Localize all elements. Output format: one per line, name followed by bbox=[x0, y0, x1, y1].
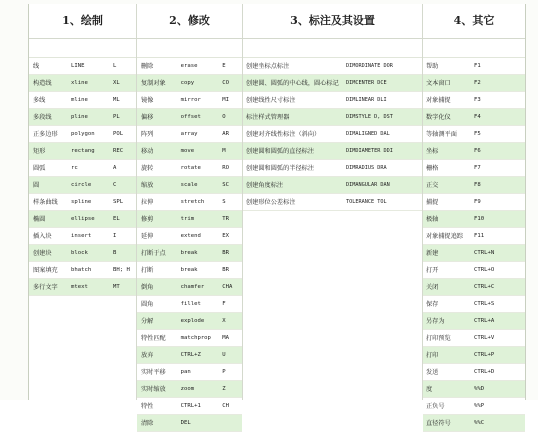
cmd-name: 对象捕捉 bbox=[426, 97, 451, 104]
cmd-name: 创建角度标注 bbox=[246, 182, 284, 189]
cmd-command: F4 bbox=[474, 114, 481, 120]
column-title: 4、其它 bbox=[423, 4, 525, 39]
cmd-command: bhatch bbox=[71, 267, 92, 273]
cmd-name: 移动 bbox=[141, 148, 154, 155]
cmd-name: 延伸 bbox=[141, 233, 154, 240]
cmd-command: rc bbox=[71, 165, 78, 171]
table-row bbox=[423, 109, 525, 126]
cmd-command: explode bbox=[180, 318, 205, 324]
cmd-alias: B bbox=[113, 250, 117, 256]
cmd-alias: MI bbox=[222, 97, 229, 103]
cmd-command: chamfer bbox=[180, 284, 205, 290]
spacer-row bbox=[243, 39, 422, 58]
cmd-alias: EX bbox=[222, 233, 229, 239]
table-row bbox=[137, 364, 242, 381]
table-row bbox=[29, 75, 136, 92]
cmd-command: copy bbox=[180, 80, 195, 86]
cmd-name: 创建坐标点标注 bbox=[246, 63, 290, 70]
cmd-command: erase bbox=[180, 63, 198, 69]
cmd-name: 实时缩放 bbox=[141, 386, 166, 393]
table-row bbox=[243, 160, 422, 177]
cmd-command: %%D bbox=[474, 386, 485, 392]
cmd-name: 旋转 bbox=[141, 165, 154, 172]
table-row bbox=[137, 245, 242, 262]
cmd-name: 创建圆和圆弧的直径标注 bbox=[246, 148, 315, 155]
cmd-name: 另存为 bbox=[426, 318, 445, 325]
column-title: 1、绘制 bbox=[29, 4, 136, 39]
cmd-command: xline bbox=[71, 80, 88, 86]
table-row bbox=[137, 228, 242, 245]
cmd-name: 打印 bbox=[426, 352, 439, 359]
cmd-command: insert bbox=[71, 233, 92, 239]
table-row bbox=[423, 398, 525, 415]
cmd-name: 度 bbox=[426, 386, 433, 393]
cmd-command: DIMCENTER DCE bbox=[346, 80, 387, 86]
cmd-name: 正多边形 bbox=[33, 131, 58, 138]
cmd-name: 特性 bbox=[141, 403, 154, 410]
cmd-alias bbox=[222, 415, 242, 431]
cmd-alias: U bbox=[222, 352, 226, 358]
cmd-command: CTRL+Z bbox=[180, 352, 201, 358]
cmd-name: 线 bbox=[33, 63, 40, 70]
cmd-name: 构造线 bbox=[33, 80, 52, 87]
cmd-name: 正负号 bbox=[426, 403, 445, 410]
table-row bbox=[29, 92, 136, 109]
cmd-name: 椭圆 bbox=[33, 216, 46, 223]
table-row bbox=[423, 126, 525, 143]
cmd-name: 创建圆、圆弧的中心线，圆心标记 bbox=[246, 80, 339, 87]
cmd-alias: EL bbox=[113, 216, 120, 222]
table-row bbox=[423, 75, 525, 92]
table-row bbox=[29, 211, 136, 228]
cmd-command: %%C bbox=[474, 420, 485, 426]
cmd-alias: POL bbox=[113, 131, 124, 137]
cmd-alias: P bbox=[222, 369, 226, 375]
cmd-command: polygon bbox=[71, 131, 95, 137]
cmd-name: 实时平移 bbox=[141, 369, 166, 376]
column-modify bbox=[137, 4, 243, 427]
cmd-name: 打开 bbox=[426, 267, 439, 274]
cmd-name: 特性匹配 bbox=[141, 335, 166, 342]
table-row bbox=[423, 160, 525, 177]
table-row bbox=[137, 109, 242, 126]
cmd-alias: PL bbox=[113, 114, 120, 120]
cmd-command: DEL bbox=[180, 420, 191, 426]
cmd-command: trim bbox=[180, 216, 195, 222]
cmd-alias: F bbox=[222, 301, 226, 307]
table-row bbox=[423, 330, 525, 347]
cmd-command: break bbox=[180, 250, 198, 256]
table-row bbox=[243, 194, 422, 211]
table-row bbox=[423, 347, 525, 364]
column-rows bbox=[243, 58, 422, 211]
table-row bbox=[423, 364, 525, 381]
cmd-name: 极轴 bbox=[426, 216, 439, 223]
table-row bbox=[243, 75, 422, 92]
cmd-alias: S bbox=[222, 199, 226, 205]
table-row bbox=[29, 194, 136, 211]
cmd-command: scale bbox=[180, 182, 198, 188]
cmd-alias: X bbox=[222, 318, 226, 324]
cmd-name: 多线 bbox=[33, 97, 46, 104]
table-row bbox=[423, 58, 525, 75]
cmd-alias: L bbox=[113, 63, 117, 69]
cmd-name: 帮助 bbox=[426, 63, 439, 70]
cmd-name: 倒角 bbox=[141, 284, 154, 291]
table-row bbox=[423, 245, 525, 262]
cmd-command: DIMRADIUS DRA bbox=[346, 165, 387, 171]
column-title: 3、标注及其设置 bbox=[243, 4, 422, 39]
cmd-name: 对象捕捉追踪 bbox=[426, 233, 464, 240]
cmd-command: F10 bbox=[474, 216, 485, 222]
cmd-command: CTRL+N bbox=[474, 250, 495, 256]
cmd-command: rotate bbox=[180, 165, 201, 171]
cmd-command: DIMDIAMETER DDI bbox=[346, 148, 393, 154]
cmd-command: ellipse bbox=[71, 216, 95, 222]
table-row bbox=[423, 279, 525, 296]
cmd-alias: CH bbox=[222, 403, 229, 409]
cmd-name: 保存 bbox=[426, 301, 439, 308]
cmd-name: 打断 bbox=[141, 267, 154, 274]
cmd-alias: ML bbox=[113, 97, 120, 103]
cmd-command: circle bbox=[71, 182, 92, 188]
cmd-command: DIMSTYLE D, DST bbox=[346, 114, 393, 120]
cmd-name: 修剪 bbox=[141, 216, 154, 223]
shortcut-table bbox=[28, 4, 526, 427]
cmd-command: DIMLINEAR DLI bbox=[346, 97, 387, 103]
table-row bbox=[137, 211, 242, 228]
table-row bbox=[137, 381, 242, 398]
cmd-command: spline bbox=[71, 199, 92, 205]
cmd-command: F2 bbox=[474, 80, 481, 86]
cmd-command: F3 bbox=[474, 97, 481, 103]
cmd-name: 创建线性尺寸标注 bbox=[246, 97, 296, 104]
cmd-alias: BR bbox=[222, 267, 229, 273]
cmd-name: 多段线 bbox=[33, 114, 52, 121]
column-dimension bbox=[243, 4, 423, 400]
table-row bbox=[137, 194, 242, 211]
cmd-command: array bbox=[180, 131, 198, 137]
cmd-command: fillet bbox=[180, 301, 201, 307]
cmd-alias: MA bbox=[222, 335, 229, 341]
table-row bbox=[137, 262, 242, 279]
cmd-name: 拉伸 bbox=[141, 199, 154, 206]
cmd-command: CTRL+1 bbox=[180, 403, 201, 409]
cmd-command: offset bbox=[180, 114, 201, 120]
column-rows bbox=[29, 58, 136, 296]
table-row bbox=[137, 415, 242, 432]
table-row bbox=[423, 92, 525, 109]
cmd-name: 分解 bbox=[141, 318, 154, 325]
cmd-alias: CHA bbox=[222, 284, 233, 290]
table-row bbox=[423, 194, 525, 211]
cmd-command: F5 bbox=[474, 131, 481, 137]
table-row bbox=[423, 211, 525, 228]
cmd-name: 新建 bbox=[426, 250, 439, 257]
cmd-command: F1 bbox=[474, 63, 481, 69]
table-row bbox=[137, 398, 242, 415]
cmd-name: 圆角 bbox=[141, 301, 154, 308]
cmd-alias: E bbox=[222, 63, 226, 69]
cmd-alias: CO bbox=[222, 80, 229, 86]
cmd-alias: SPL bbox=[113, 199, 124, 205]
table-row bbox=[243, 177, 422, 194]
cmd-command: mtext bbox=[71, 284, 88, 290]
table-row bbox=[137, 126, 242, 143]
cmd-command: CTRL+A bbox=[474, 318, 495, 324]
cmd-name: 创建块 bbox=[33, 250, 52, 257]
cmd-command: %%P bbox=[474, 403, 485, 409]
cmd-command: CTRL+P bbox=[474, 352, 495, 358]
cmd-name: 缩放 bbox=[141, 182, 154, 189]
cmd-command: DIMANGULAR DAN bbox=[346, 182, 390, 188]
table-row bbox=[243, 109, 422, 126]
cmd-command: pan bbox=[180, 369, 191, 375]
cmd-command: mirror bbox=[180, 97, 201, 103]
table-row bbox=[29, 279, 136, 296]
cmd-command: F9 bbox=[474, 199, 481, 205]
table-row bbox=[243, 126, 422, 143]
cmd-name: 图案填充 bbox=[33, 267, 58, 274]
cmd-name: 偏移 bbox=[141, 114, 154, 121]
table-row bbox=[423, 177, 525, 194]
table-row bbox=[243, 92, 422, 109]
cmd-command: CTRL+C bbox=[474, 284, 495, 290]
cmd-alias: C bbox=[113, 182, 117, 188]
cmd-alias: BR bbox=[222, 250, 229, 256]
cmd-alias: O bbox=[222, 114, 226, 120]
table-row bbox=[29, 177, 136, 194]
cmd-name: 捕捉 bbox=[426, 199, 439, 206]
cmd-alias: A bbox=[113, 165, 117, 171]
cmd-name: 数字化仪 bbox=[426, 114, 451, 121]
column-rows bbox=[137, 58, 242, 432]
cmd-name: 打印预览 bbox=[426, 335, 451, 342]
spacer-row bbox=[137, 39, 242, 58]
table-row bbox=[137, 58, 242, 75]
table-row bbox=[29, 126, 136, 143]
cmd-alias: TR bbox=[222, 216, 229, 222]
table-row bbox=[137, 279, 242, 296]
table-row bbox=[137, 347, 242, 364]
cmd-command: mline bbox=[71, 97, 88, 103]
cmd-name: 等轴测平面 bbox=[426, 131, 457, 138]
cmd-alias: AR bbox=[222, 131, 229, 137]
cmd-name: 多行文字 bbox=[33, 284, 58, 291]
cmd-command: DIMORDINATE DOR bbox=[346, 63, 393, 69]
cmd-name: 创建对齐线性标注（斜向） bbox=[246, 131, 321, 138]
cmd-command: CTRL+S bbox=[474, 301, 495, 307]
cmd-alias: XL bbox=[113, 80, 120, 86]
cmd-name: 插入块 bbox=[33, 233, 52, 240]
table-row bbox=[423, 228, 525, 245]
table-row bbox=[29, 228, 136, 245]
column-other bbox=[423, 4, 525, 427]
cmd-name: 镜像 bbox=[141, 97, 154, 104]
cmd-alias: M bbox=[222, 148, 226, 154]
column-rows bbox=[423, 58, 525, 432]
table-row bbox=[29, 262, 136, 279]
table-row bbox=[423, 143, 525, 160]
cmd-name: 阵列 bbox=[141, 131, 154, 138]
table-row bbox=[29, 109, 136, 126]
table-row bbox=[423, 262, 525, 279]
cmd-name: 标注样式管理器 bbox=[246, 114, 290, 121]
table-row bbox=[423, 415, 525, 432]
cmd-command: extend bbox=[180, 233, 201, 239]
table-row bbox=[137, 177, 242, 194]
cmd-command: CTRL+V bbox=[474, 335, 495, 341]
cmd-name: 矩形 bbox=[33, 148, 46, 155]
cmd-name: 删除 bbox=[141, 63, 154, 70]
table-row bbox=[243, 143, 422, 160]
table-row bbox=[137, 313, 242, 330]
cmd-name: 坐标 bbox=[426, 148, 439, 155]
cmd-command: LINE bbox=[71, 63, 85, 69]
cmd-alias: BH; H bbox=[113, 267, 130, 273]
cmd-command: CTRL+D bbox=[474, 369, 495, 375]
cmd-name: 关闭 bbox=[426, 284, 439, 291]
cmd-command: DIMALIGNED DAL bbox=[346, 131, 390, 137]
cmd-name: 样条曲线 bbox=[33, 199, 58, 206]
cmd-name: 复制对象 bbox=[141, 80, 166, 87]
cmd-command: F7 bbox=[474, 165, 481, 171]
table-row bbox=[29, 58, 136, 75]
cmd-alias: I bbox=[113, 233, 117, 239]
column-draw bbox=[29, 4, 137, 400]
cmd-command: block bbox=[71, 250, 88, 256]
cmd-name: 放弃 bbox=[141, 352, 154, 359]
cmd-command: CTRL+O bbox=[474, 267, 495, 273]
table-row bbox=[29, 160, 136, 177]
table-row bbox=[423, 381, 525, 398]
cmd-command: pline bbox=[71, 114, 88, 120]
cmd-name: 直径符号 bbox=[426, 420, 451, 427]
table-row bbox=[137, 160, 242, 177]
table-row bbox=[137, 75, 242, 92]
column-title: 2、修改 bbox=[137, 4, 242, 39]
table-row bbox=[423, 296, 525, 313]
cmd-name: 圆 bbox=[33, 182, 40, 189]
spacer-row bbox=[423, 39, 525, 58]
table-row bbox=[29, 245, 136, 262]
cmd-alias: MT bbox=[113, 284, 120, 290]
cmd-name: 创建圆和圆弧的半径标注 bbox=[246, 165, 315, 172]
table-row bbox=[137, 330, 242, 347]
cmd-name: 清除 bbox=[141, 420, 154, 427]
cmd-command: stretch bbox=[180, 199, 205, 205]
cmd-name: 文本窗口 bbox=[426, 80, 451, 87]
cmd-command: zoom bbox=[180, 386, 195, 392]
table-row bbox=[137, 92, 242, 109]
spacer-row bbox=[29, 39, 136, 58]
cmd-name: 圆弧 bbox=[33, 165, 46, 172]
cmd-name: 正交 bbox=[426, 182, 439, 189]
cmd-command: TOLERANCE TOL bbox=[346, 199, 387, 205]
cmd-command: F8 bbox=[474, 182, 481, 188]
cmd-alias: RO bbox=[222, 165, 229, 171]
cmd-name: 发送 bbox=[426, 369, 439, 376]
cmd-name: 创建形位公差标注 bbox=[246, 199, 296, 206]
table-row bbox=[243, 58, 422, 75]
cmd-name: 栅格 bbox=[426, 165, 439, 172]
cmd-command: matchprop bbox=[180, 335, 211, 341]
cmd-alias: SC bbox=[222, 182, 229, 188]
table-row bbox=[29, 143, 136, 160]
cmd-command: F6 bbox=[474, 148, 481, 154]
cmd-command: break bbox=[180, 267, 198, 273]
table-row bbox=[137, 296, 242, 313]
cmd-command: move bbox=[180, 148, 195, 154]
table-row bbox=[423, 313, 525, 330]
cmd-command: rectang bbox=[71, 148, 95, 154]
cmd-alias: REC bbox=[113, 148, 124, 154]
cmd-command: F11 bbox=[474, 233, 485, 239]
table-row bbox=[137, 143, 242, 160]
cmd-name: 打断于点 bbox=[141, 250, 166, 257]
cmd-alias: Z bbox=[222, 386, 226, 392]
